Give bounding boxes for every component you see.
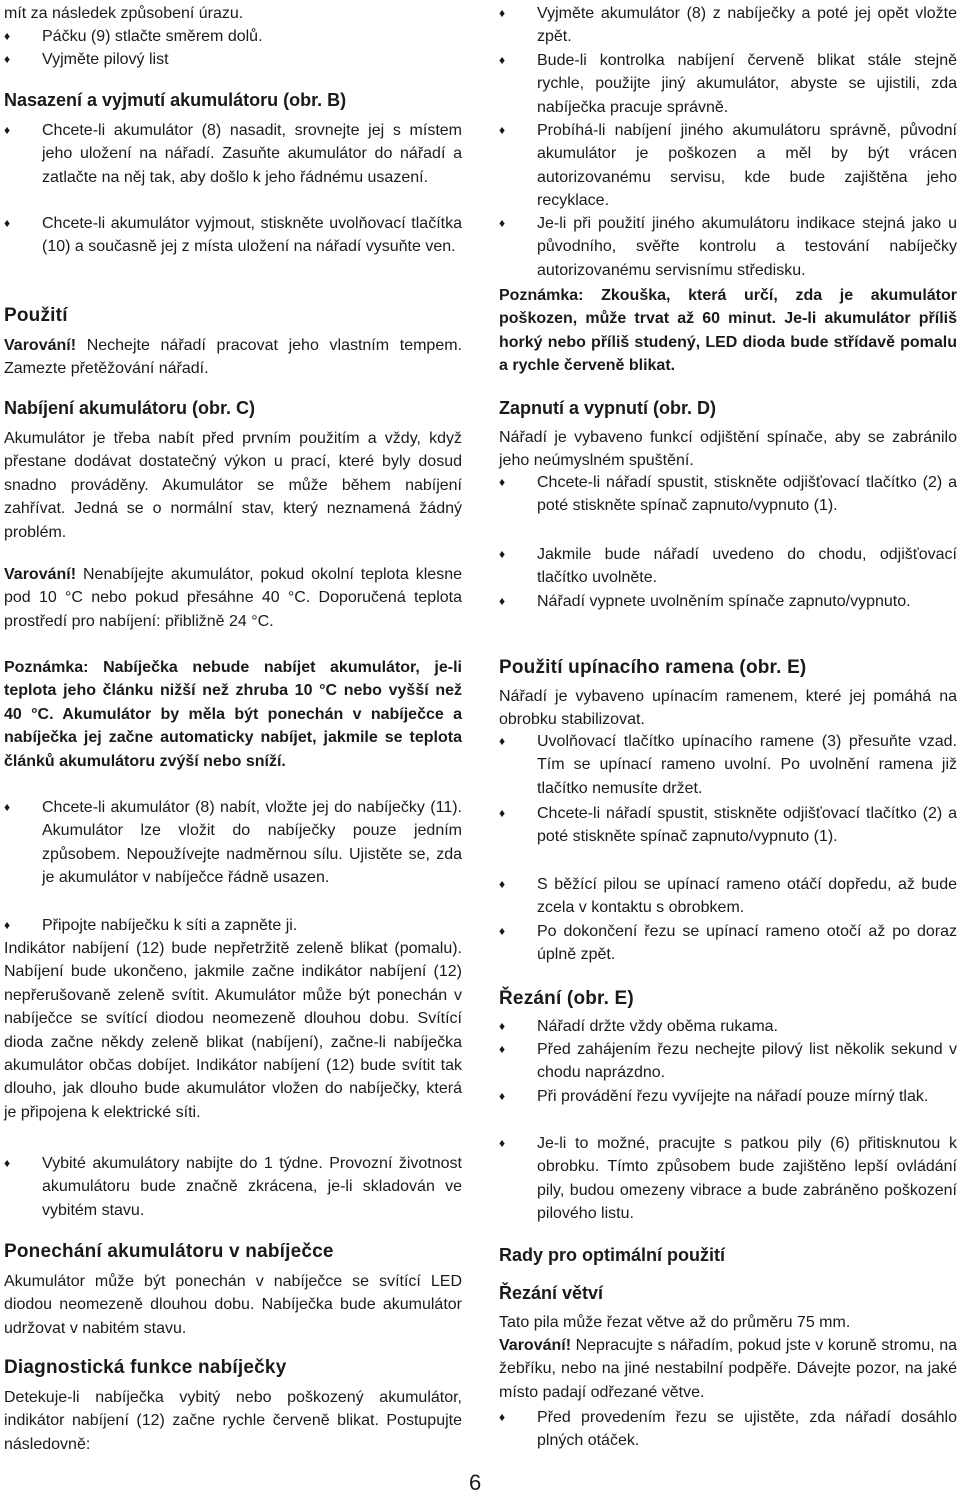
bullet-clamp-release: ♦ Uvolňovací tlačítko upínacího ramene (3) přesuňte vzad. Tím se upínací rameno uvolní. Po uvolnění ramena již tlačítko nemusíte držet. bbox=[499, 730, 957, 800]
warning-temperature: Varování! Nenabíjejte akumulátor, pokud okolní teplota klesne pod 10 °C nebo pokud přesáhne 40 °C. Doporučená teplota prostředí pro nabíjení: přibližně 24 °C. bbox=[4, 566, 462, 630]
bullet-marker: ♦ bbox=[499, 53, 506, 67]
bullet-discharged: ♦ Vybité akumulátory nabijte do 1 týdne. Provozní životnost akumulátoru bude značně zkrácena, je-li skladován ve vybitém stavu. bbox=[4, 1152, 462, 1222]
bullet-marker: ♦ bbox=[4, 1156, 11, 1170]
bullet-marker: ♦ bbox=[4, 800, 11, 814]
heading-diagnostic: Diagnostická funkce nabíječky bbox=[4, 1357, 287, 1378]
warning-use: Varování! Nechejte nářadí pracovat jeho vlastním tempem. Zamezte přetěžování nářadí. bbox=[4, 337, 462, 378]
leaving-paragraph: Akumulátor může být ponechán v nabíječce se svítící LED diodou neomezeně dlouhou dobu. Nabíječka bude akumulátor udržovat v nabitém stavu. bbox=[4, 1273, 462, 1337]
bullet-marker: ♦ bbox=[499, 734, 506, 748]
bullet-marker: ♦ bbox=[4, 918, 11, 932]
bullet-marker: ♦ bbox=[499, 806, 506, 820]
bullet-clamp-rotate: ♦ S běžící pilou se upínací rameno otáčí dopředu, až bude zcela v kontaktu s obrobkem. bbox=[499, 873, 957, 920]
heading-tips: Rady pro optimální použití bbox=[499, 1245, 725, 1265]
bullet-marker: ♦ bbox=[499, 6, 506, 20]
bullet-shoe: ♦ Je-li to možné, pracujte s patkou pily (6) přitisknutou k obrobku. Tímto způsobem bude zajištěno lepší ovládání pily, budou omezeny vibrace a bude zabráněno poškození pilového listu. bbox=[499, 1132, 957, 1226]
bullet-marker: ♦ bbox=[499, 123, 506, 137]
bullet-marker: ♦ bbox=[499, 216, 506, 230]
bullet-same-indication: ♦ Je-li při použití jiného akumulátoru indikace stejná jako u původního, svěřte kontrolu a testování nabíječky autorizovanému servisnímu středisku. bbox=[499, 212, 957, 282]
bullet-clamp-start: ♦ Chcete-li nářadí spustit, stiskněte odjišťovací tlačítko (2) a poté stiskněte spínač zapnuto/vypnuto (1). bbox=[499, 802, 957, 849]
heading-clamp: Použití upínacího ramena (obr. E) bbox=[499, 657, 807, 678]
bullet-idle: ♦ Před zahájením řezu nechejte pilový list několik sekund v chodu naprázdno. bbox=[499, 1038, 957, 1085]
bullet-battery-fit: ♦ Chcete-li akumulátor (8) nasadit, srovnejte jej s místem jeho uložení na nářadí. Zasuňte akumulátor do nářadí a zatlačte na něj tak, aby došlo k jeho řádnému usazení. bbox=[4, 119, 462, 189]
bullet-paddle: ♦ Páčku (9) stlačte směrem dolů. bbox=[4, 25, 462, 48]
bullet-remove-blade: ♦ Vyjměte pilový list bbox=[4, 48, 462, 71]
heading-branches: Řezání větví bbox=[499, 1283, 604, 1303]
note-temperature: Poznámka: Nabíječka nebude nabíjet akumulátor, je-li teplota jeho článku nižší než zhruba 10 °C nebo vyšší než 40 °C. Akumulátor by měla být ponechán v nabíječce a nabíječka jej začne automaticky nabíjet, jakmile se teplota článků akumulátoru zvýší nebo sníží. bbox=[4, 659, 462, 770]
page-number: 6 bbox=[469, 1470, 482, 1495]
bullet-marker: ♦ bbox=[499, 1042, 506, 1056]
bullet-marker: ♦ bbox=[499, 1410, 506, 1424]
bullet-connect: ♦ Připojte nabíječku k síti a zapněte ji. bbox=[4, 914, 462, 937]
intro-text: mít za následek způsobení úrazu. bbox=[4, 5, 244, 22]
bullet-stop: ♦ Nářadí vypnete uvolněním spínače zapnuto/vypnuto. bbox=[499, 590, 957, 613]
diagnostic-paragraph: Detekuje-li nabíječka vybitý nebo poškozený akumulátor, indikátor nabíjení (12) začne rychle červeně blikat. Postupujte následovně: bbox=[4, 1389, 462, 1453]
heading-use: Použití bbox=[4, 305, 68, 326]
bullet-hold: ♦ Nářadí držte vždy oběma rukama. bbox=[499, 1015, 957, 1038]
bullet-start: ♦ Chcete-li nářadí spustit, stiskněte odjišťovací tlačítko (2) a poté stiskněte spínač zapnuto/vypnuto (1). bbox=[499, 471, 957, 518]
switch-paragraph: Nářadí je vybaveno funkcí odjištění spínače, aby se zabránilo jeho neúmyslném spuštění. bbox=[499, 429, 957, 470]
bullet-reinsert: ♦ Vyjměte akumulátor (8) z nabíječky a poté jej opět vložte zpět. bbox=[499, 2, 957, 49]
bullet-marker: ♦ bbox=[4, 123, 11, 137]
bullet-battery-remove: ♦ Chcete-li akumulátor vyjmout, stiskněte uvolňovací tlačítka (10) a současně jej z místa uložení na nářadí vysuňte ven. bbox=[4, 212, 462, 259]
heading-cutting: Řezání (obr. E) bbox=[499, 988, 634, 1009]
bullet-marker: ♦ bbox=[499, 547, 506, 561]
bullet-marker: ♦ bbox=[499, 1089, 506, 1103]
bullet-other-ok: ♦ Probíhá-li nabíjení jiného akumulátoru správně, původní akumulátor je poškozen a měl by být vrácen autorizovanému servisu, kde bude zajištěna jeho recyklace. bbox=[499, 119, 957, 213]
heading-leaving: Ponechání akumulátoru v nabíječce bbox=[4, 1241, 334, 1262]
note-test: Poznámka: Zkouška, která určí, zda je akumulátor poškozen, může trvat až 60 minut. Je-li akumulátor příliš horký nebo příliš studený, LED dioda bude střídavě pomalu a rychle červeně blikat. bbox=[499, 287, 957, 375]
bullet-marker: ♦ bbox=[4, 29, 11, 43]
charging-paragraph: Akumulátor je třeba nabít před prvním použitím a vždy, když přestane dodávat dostatečný výkon u prací, které byly dosud snadno prováděny. Akumulátor se může během nabíjení zahřívat. Jedná se o normální stav, který neznamená žádný problém. bbox=[4, 430, 462, 541]
bullet-marker: ♦ bbox=[499, 594, 506, 608]
bullet-marker: ♦ bbox=[499, 924, 506, 938]
indicator-paragraph: Indikátor nabíjení (12) bude nepřetržitě zeleně blikat (pomalu). Nabíjení bude ukončeno, jakmile začne indikátor nabíjení (12) nepřerušovaně zeleně svítit. Akumulátor může být ponechán v nabíječce se svítící diodou neomezeně dlouhou dobu. Svítící dioda začne někdy zeleně blikat (nabíjení), začne-li nabíječka akumulátor občas dobíjet. Indikátor nabíjení (12) bude svítit tak dlouho, jak dlouho bude akumulátor vložen do nabíječky, která je připojena k elektrické síti. bbox=[4, 940, 462, 1121]
clamp-paragraph: Nářadí je vybaveno upínacím ramenem, které jej pomáhá na obrobku stabilizovat. bbox=[499, 688, 957, 729]
bullet-marker: ♦ bbox=[499, 1136, 506, 1150]
heading-battery-fit: Nasazení a vyjmutí akumulátoru (obr. B) bbox=[4, 90, 347, 110]
heading-charging: Nabíjení akumulátoru (obr. C) bbox=[4, 398, 256, 418]
bullet-release: ♦ Jakmile bude nářadí uvedeno do chodu, odjišťovací tlačítko uvolněte. bbox=[499, 543, 957, 590]
bullet-marker: ♦ bbox=[499, 1019, 506, 1033]
bullet-marker: ♦ bbox=[499, 877, 506, 891]
bullet-full-speed: ♦ Před provedením řezu se ujistěte, zda nářadí dosáhlo plných otáček. bbox=[499, 1406, 957, 1453]
heading-switch: Zapnutí a vypnutí (obr. D) bbox=[499, 398, 716, 418]
bullet-insert: ♦ Chcete-li akumulátor (8) nabít, vložte jej do nabíječky (11). Akumulátor lze vložit do nabíječky pouze jedním způsobem. Nepoužívejte nadměrnou sílu. Ujistěte se, zda je akumulátor v nabíječce řádně usazen. bbox=[4, 796, 462, 890]
warning-branches: Varování! Nepracujte s nářadím, pokud jste v koruně stromu, na žebříku, nebo na jiné nestabilní podpěře. Dávejte pozor, na jaké místo padají odřezané větve. bbox=[499, 1337, 957, 1401]
bullet-marker: ♦ bbox=[4, 216, 11, 230]
bullet-marker: ♦ bbox=[499, 475, 506, 489]
bullet-same-red: ♦ Bude-li kontrolka nabíjení červeně blikat stále stejně rychle, použijte jiný akumulátor, abyste se ujistili, zda nabíječka pracuje správně. bbox=[499, 49, 957, 119]
bullet-pressure: ♦ Při provádění řezu vyvíjejte na nářadí pouze mírný tlak. bbox=[499, 1085, 957, 1108]
bullet-clamp-back: ♦ Po dokončení řezu se upínací rameno otočí až po doraz úplně zpět. bbox=[499, 920, 957, 967]
branches-paragraph: Tato pila může řezat větve až do průměru 75 mm. bbox=[499, 1314, 851, 1331]
bullet-marker: ♦ bbox=[4, 52, 11, 66]
